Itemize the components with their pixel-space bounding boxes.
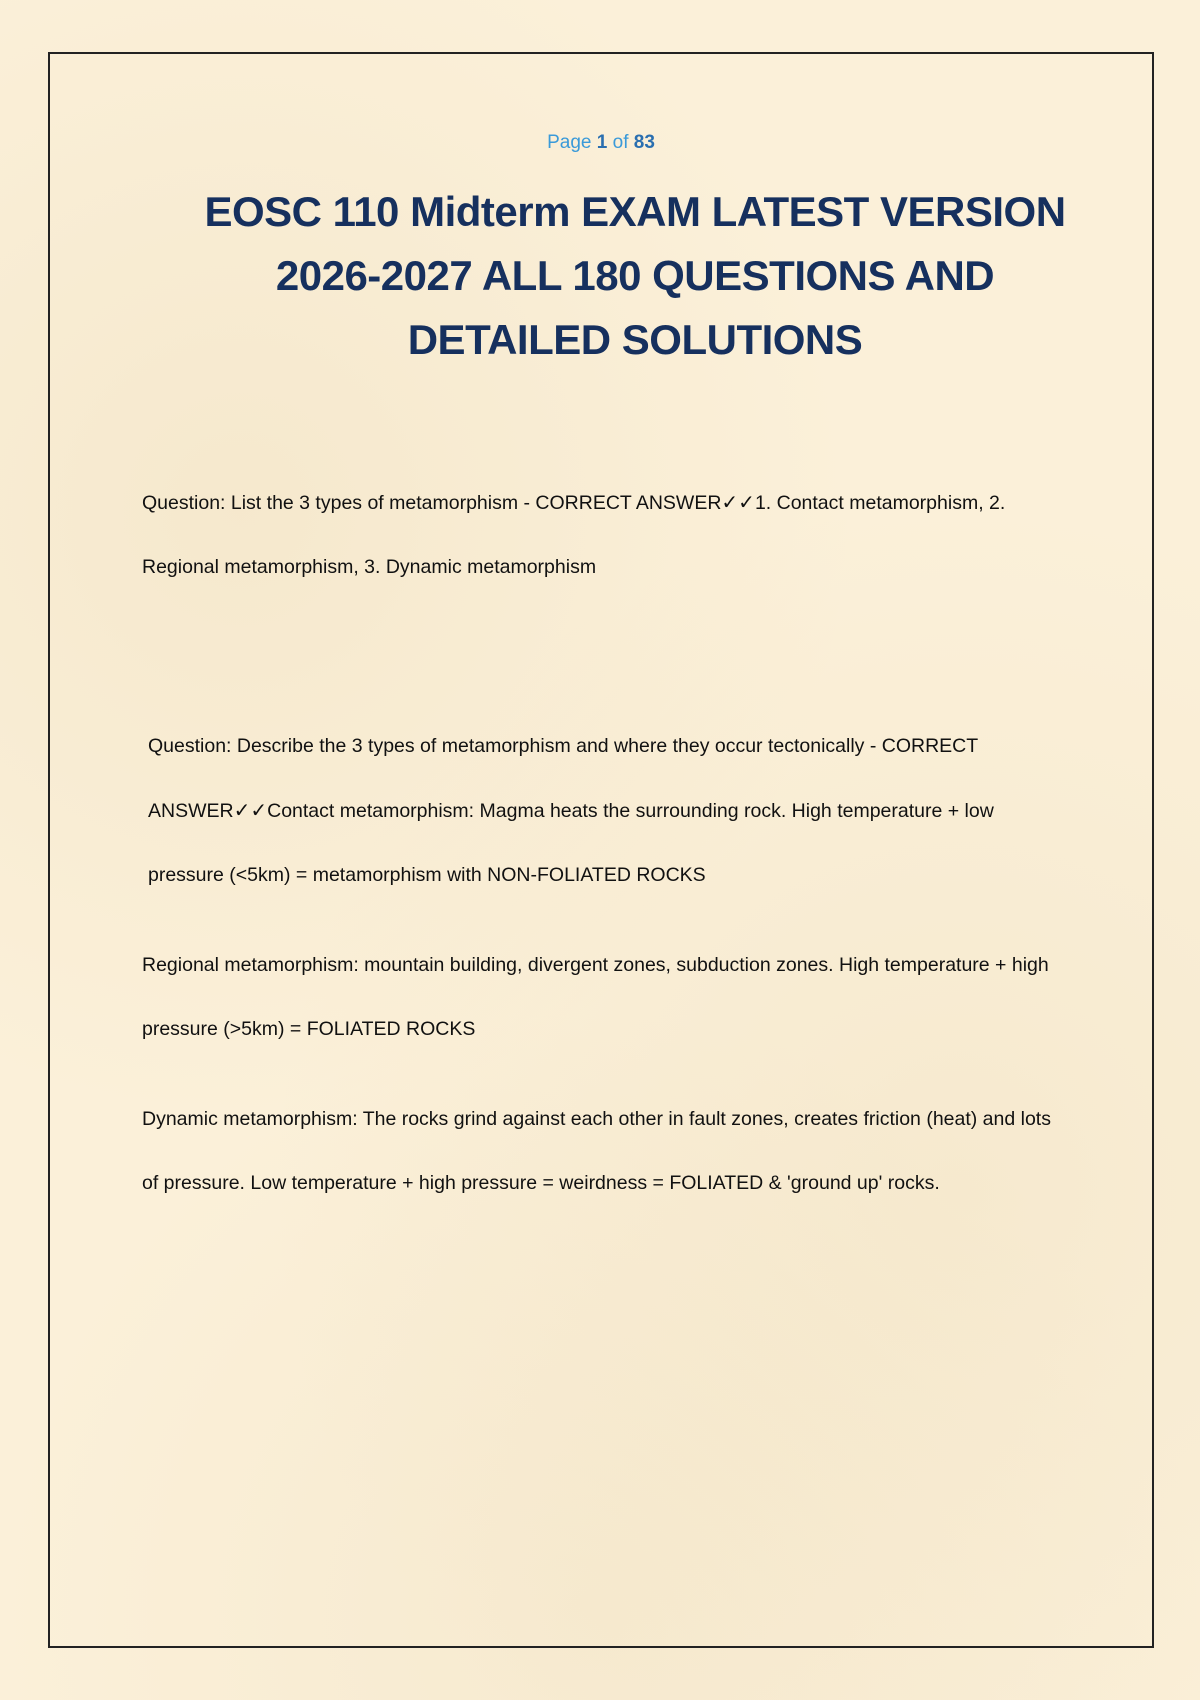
question-answer-paragraph [142, 714, 1072, 907]
page-number-current: 1 [596, 132, 608, 153]
checkmark-icon: ✓✓ [233, 798, 268, 822]
answer-text: Contact metamorphism: Magma heats the surrounding rock. High temperature + low pressure (<5km) = metamorphism with NON-FOLIATED ROCKS [148, 800, 994, 886]
page-number [50, 132, 1152, 154]
page-number-total: 83 [633, 132, 655, 153]
page-number-middle: of [607, 132, 634, 153]
page-number-prefix: Page [547, 132, 597, 153]
answer-text: 1. Contact metamorphism, 2. Regional metamorphism, 3. Dynamic metamorphism [142, 492, 1006, 578]
answer-paragraph: Regional metamorphism: mountain building, divergent zones, subduction zones. High temperature + high pressure (>5km) = FOLIATED ROCKS [142, 954, 1049, 1040]
question-block [142, 714, 1072, 1215]
question-answer-paragraph [142, 470, 1072, 599]
question-text: Question: Describe the 3 types of metamorphism and where they occur tectonically - CORRECT ANSWER [148, 735, 978, 822]
document-body [142, 470, 1072, 1215]
question-block [142, 470, 1072, 599]
document-title: EOSC 110 Midterm EXAM LATEST VERSION 2026-2027 ALL 180 QUESTIONS AND DETAILED SOLUTIONS [204, 188, 1066, 363]
checkmark-icon: ✓✓ [721, 490, 755, 514]
answer-paragraph: Dynamic metamorphism: The rocks grind against each other in fault zones, creates friction (heat) and lots of pressure. Low temperature + high pressure = weirdness = FOLIATED & 'ground up' rocks. [142, 1108, 1051, 1194]
question-text: Question: List the 3 types of metamorphism - CORRECT ANSWER [142, 492, 722, 514]
